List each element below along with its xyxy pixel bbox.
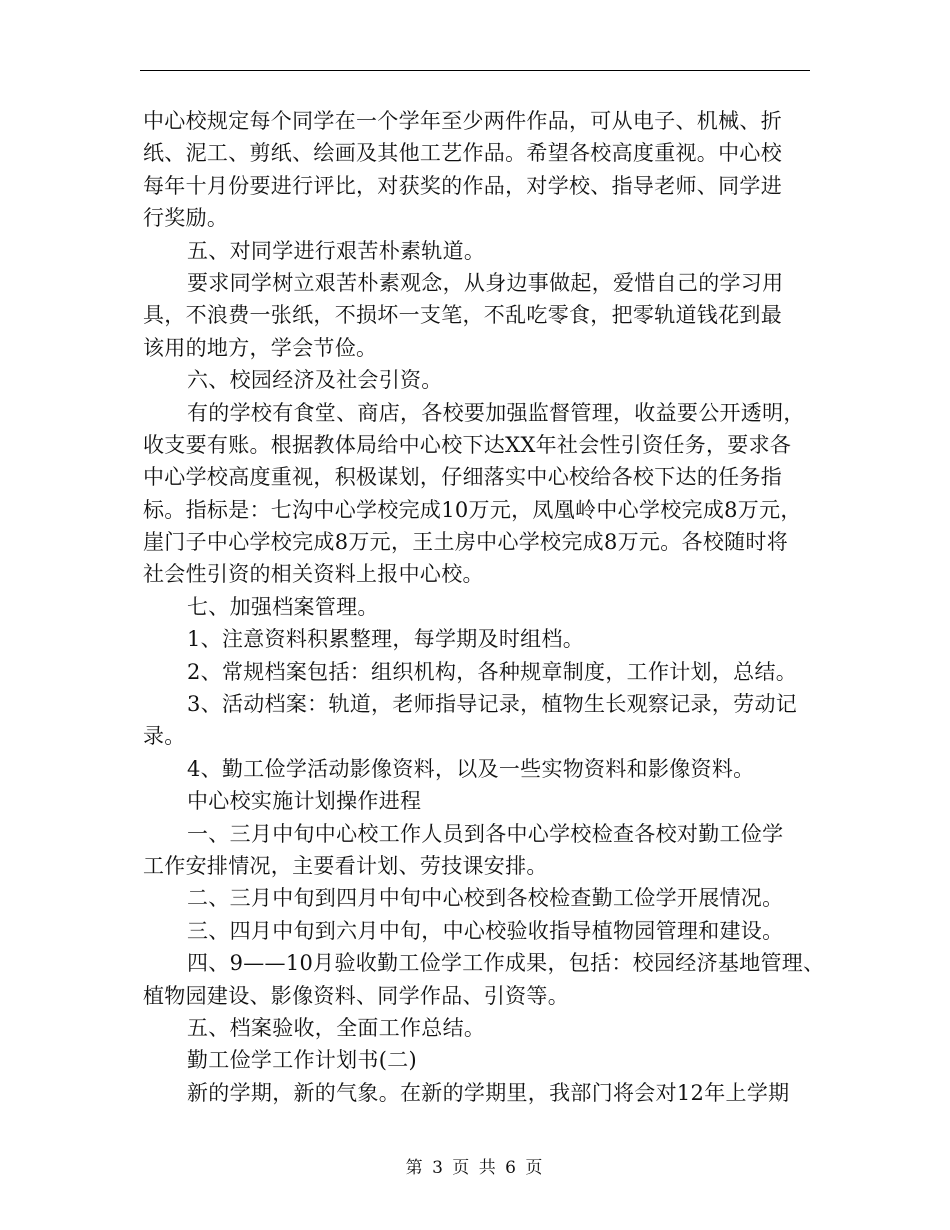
body-text-line: 二、三月中旬到四月中旬中心校到各校检查勤工俭学开展情况。	[187, 886, 784, 911]
body-text-line: 收支要有账。根据教体局给中心校下达XX年社会性引资任务，要求各	[143, 432, 792, 457]
body-text-line: 七、加强档案管理。	[187, 594, 379, 619]
body-text-line: 勤工俭学工作计划书(二)	[187, 1048, 417, 1073]
document-body	[143, 105, 833, 1109]
body-text-line: 一、三月中旬中心校工作人员到各中心学校检查各校对勤工俭学	[187, 821, 784, 846]
body-text-line: 崖门子中心学校完成8万元，王土房中心学校完成8万元。各校随时将	[143, 530, 789, 555]
body-text-line: 3、活动档案：轨道，老师指导记录，植物生长观察记录，劳动记	[187, 692, 798, 717]
body-text-line: 四、9——10月验收勤工俭学工作成果，包括：校园经济基地管理、	[187, 951, 825, 976]
header-rule	[140, 70, 810, 71]
body-text-line: 植物园建设、影像资料、同学作品、引资等。	[143, 983, 569, 1008]
body-text-line: 该用的地方，学会节俭。	[143, 335, 378, 360]
page-footer: 第 3 页 共 6 页	[405, 1158, 545, 1178]
body-text-line: 2、常规档案包括：组织机构，各种规章制度，工作计划，总结。	[187, 659, 798, 684]
body-text-line: 中心学校高度重视，积极谋划，仔细落实中心校给各校下达的任务指	[143, 465, 782, 490]
body-text-line: 五、对同学进行艰苦朴素轨道。	[187, 238, 486, 263]
body-text-line: 标。指标是：七沟中心学校完成10万元，凤凰岭中心学校完成8万元，	[143, 497, 802, 522]
body-text-line: 具，不浪费一张纸，不损坏一支笔，不乱吃零食，把零轨道钱花到最	[143, 303, 782, 328]
body-text-line: 4、勤工俭学活动影像资料，以及一些实物资料和影像资料。	[187, 756, 755, 781]
body-text-line: 工作安排情况，主要看计划、劳技课安排。	[143, 853, 548, 878]
body-text-line: 六、校园经济及社会引资。	[187, 368, 443, 393]
body-text-line: 纸、泥工、剪纸、绘画及其他工艺作品。希望各校高度重视。中心校	[143, 141, 782, 166]
body-text-line: 新的学期，新的气象。在新的学期里，我部门将会对12年上学期	[187, 1080, 790, 1105]
body-text-line: 有的学校有食堂、商店，各校要加强监督管理，收益要公开透明，	[187, 400, 805, 425]
body-text-line: 1、注意资料积累整理，每学期及时组档。	[187, 627, 585, 652]
body-text-line: 社会性引资的相关资料上报中心校。	[143, 562, 484, 587]
body-text-line: 行奖励。	[143, 206, 229, 231]
body-text-line: 五、档案验收，全面工作总结。	[187, 1015, 486, 1040]
body-text-line: 中心校实施计划操作进程	[187, 789, 422, 814]
body-text-line: 录。	[143, 724, 186, 749]
body-text-line: 要求同学树立艰苦朴素观念，从身边事做起，爱惜自己的学习用	[187, 270, 784, 295]
body-text-line: 中心校规定每个同学在一个学年至少两件作品，可从电子、机械、折	[143, 109, 782, 133]
body-text-line: 三、四月中旬到六月中旬，中心校验收指导植物园管理和建设。	[187, 918, 784, 943]
body-text-line: 每年十月份要进行评比，对获奖的作品，对学校、指导老师、同学进	[143, 173, 782, 198]
